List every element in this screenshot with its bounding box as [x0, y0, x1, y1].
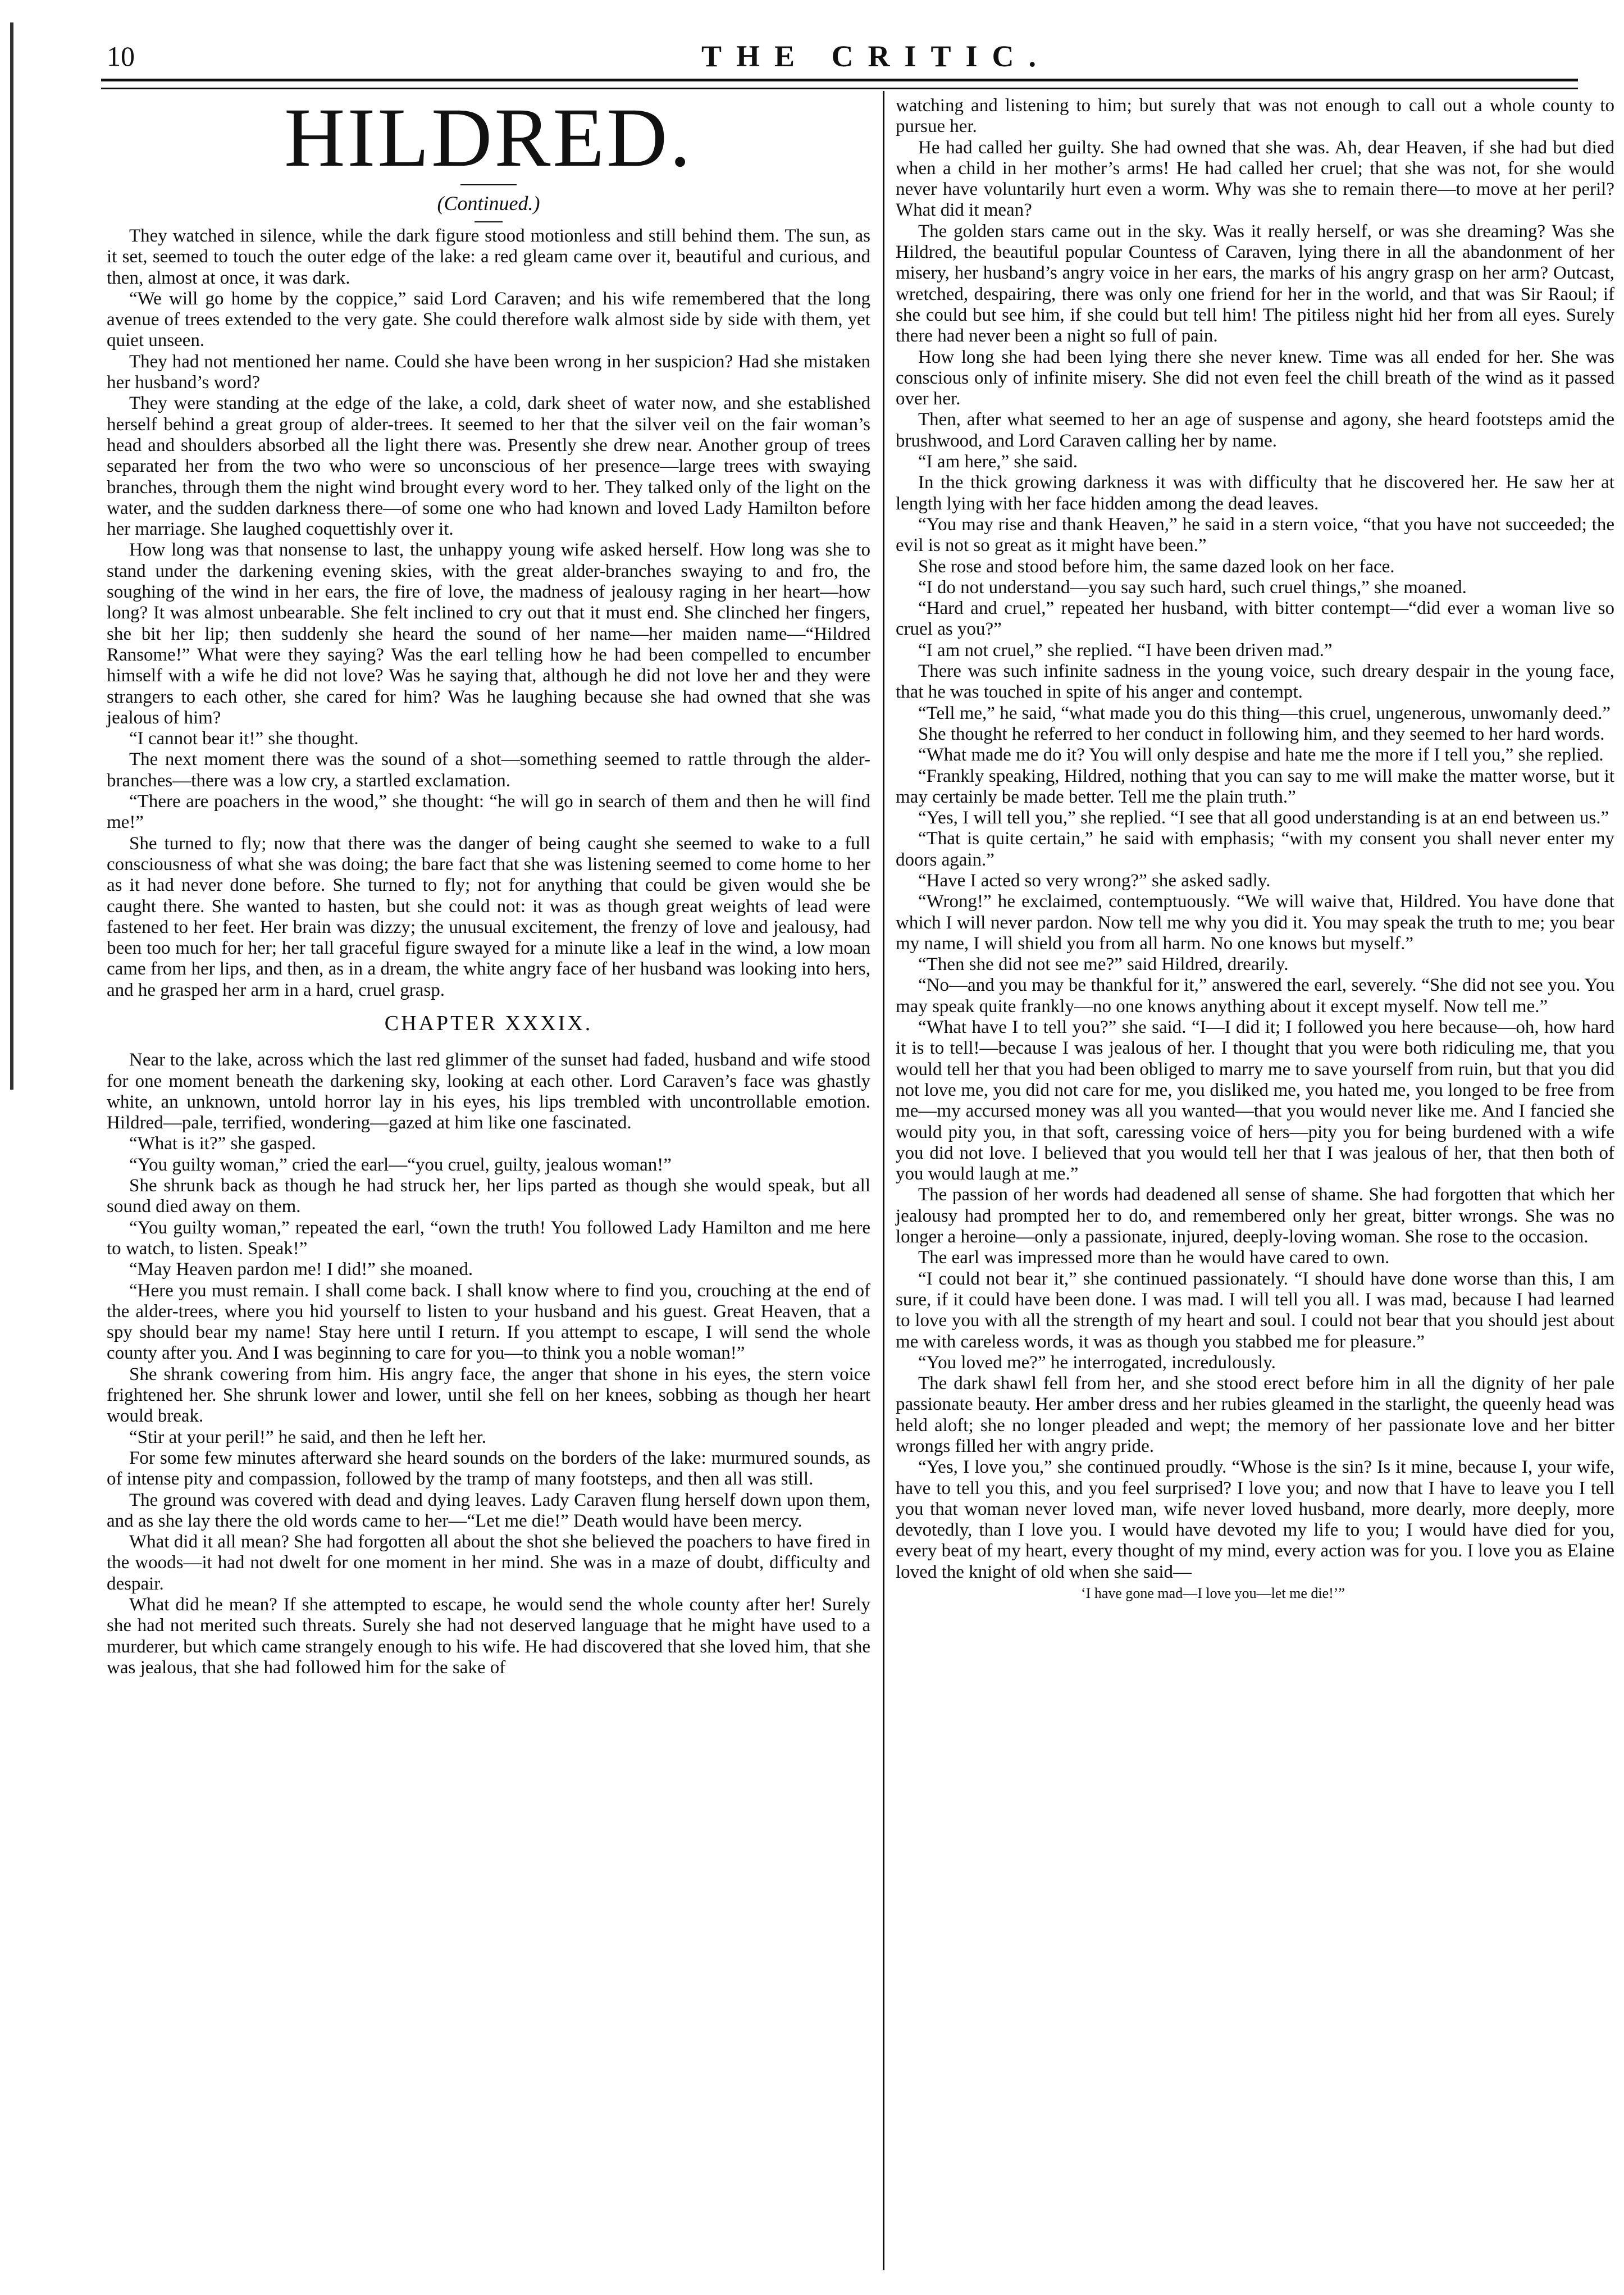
paragraph: “Here you must remain. I shall come back. I shall know where to find you, crouching at the end of the alder-trees, where you hid yourself to listen to your husband and his guest. Great Heaven, that a spy should bear my name! Stay here until I return. If you attempt to escape, I will send the whole county after you. And I was beginning to care for you—to think you a noble woman!” — [107, 1280, 870, 1364]
paragraph: The next moment there was the sound of a shot—something seemed to rattle through the alder-branches—there was a low cry, a startled exclamation. — [107, 749, 870, 791]
paragraph: “Wrong!” he exclaimed, contemptuously. “We will waive that, Hildred. You have done that which I will never pardon. Now tell me why you did it. You may speak the truth to me; you bear my name, I will shield you from all harm. No one knows but myself.” — [896, 891, 1614, 954]
chapter-heading: CHAPTER XXXIX. — [384, 1011, 593, 1035]
subtitle-rule — [475, 221, 503, 222]
paragraph: “I am here,” she said. — [918, 452, 1078, 472]
left-text-a — [107, 226, 870, 1001]
page-number: 10 — [107, 40, 135, 72]
running-title: THE CRITIC. — [701, 39, 1051, 73]
paragraph: “There are poachers in the wood,” she thought: “he will go in search of them and then he will find me!” — [107, 791, 870, 833]
paragraph: The ground was covered with dead and dying leaves. Lady Caraven flung herself down upon them, and as she lay there the old words came to her—“Let me die!” Death would have been mercy. — [107, 1490, 870, 1531]
paragraph: They were standing at the edge of the lake, a cold, dark sheet of water now, and she established herself behind a great group of alder-trees. It seemed to her that the silver veil on the fair woman’s head and shoulders absorbed all the light there was. Presently she drew near. Another group of trees separated her from the two who were so unconscious of her presence—large trees with swaying branches, through them the night wind brought every word to her. They talked only of the light on the water, and the sudden darkness there—of some one who had known and loved Lady Hamilton before her marriage. She laughed coquettishly over it. — [107, 393, 870, 540]
paragraph: “What have I to tell you?” she said. “I—I did it; I followed you here because—oh, how hard it is to tell!—because I was jealous of her. I thought that you were both ridiculing me, that you would tell her that you had been obliged to marry me to save yourself from ruin, but that you did not love me, you did not care for me, you disliked me, you hated me, you longed to be free from me—my accursed money was all you wanted—that you would never like me. And I fancied she would pity you, in that soft, caressing voice of hers—pity you for being burdened with a wife you did not love. I believed that you would tell her that I was jealous of her, that then both of you would laugh at me.” — [896, 1017, 1614, 1185]
story-title: HILDRED. — [284, 91, 693, 184]
paragraph: She thought he referred to her conduct in following him, and they seemed to her hard words. — [918, 723, 1605, 744]
continued-label: (Continued.) — [437, 192, 540, 215]
paragraph: What did he mean? If she attempted to escape, he would send the whole county after her! Surely she had not merited such threats. Surely she had not deserved language that he might have used to a murderer, but which came strangely enough to his wife. He had discovered that she loved him, that she was jealous, that she had followed him for the sake of — [107, 1595, 870, 1678]
paragraph: “We will go home by the coppice,” said Lord Caraven; and his wife remembered that the long avenue of trees extended to the very gate. She could therefore walk almost side by side with them, yet quiet unseen. — [107, 288, 870, 351]
page-header — [62, 39, 1578, 73]
paragraph: “I could not bear it,” she continued passionately. “I should have done worse than this, I am sure, if it could have been done. I was mad. I will tell you all. I was mad, because I had learned to love you with all the strength of my heart and soul. I could not bear that you should jest about me with careless words, it was as though you stabbed me for pleasure.” — [896, 1268, 1614, 1352]
paragraph: “You guilty woman,” repeated the earl, “own the truth! You followed Lady Hamilton and me here to watch, to listen. Speak!” — [107, 1217, 870, 1259]
paragraph: The dark shawl fell from her, and she stood erect before him in all the dignity of her pale passionate beauty. Her amber dress and her rubies gleamed in the starlight, the queenly head was held aloft; she no longer pleaded and wept; the memory of her passionate love and her bitter wrongs filled her with angry pride. — [896, 1373, 1614, 1456]
paragraph: “What made me do it? You will only despise and hate me the more if I tell you,” she replied. — [918, 745, 1604, 766]
paragraph: Then, after what seemed to her an age of suspense and agony, she heard footsteps amid the brushwood, and Lord Caraven calling her by name. — [896, 409, 1614, 451]
paragraph: “What is it?” she gasped. — [129, 1133, 316, 1154]
paragraph: There was such infinite sadness in the young voice, such dreary despair in the young face, that he was touched in spite of his anger and contempt. — [896, 661, 1614, 703]
paragraph: She turned to fly; now that there was the danger of being caught she seemed to wake to a full consciousness of what she was doing; the bare fact that she was listening seemed to come home to her as it had never done before. She turned to fly; not for anything that could be given would she be caught there. She wanted to hasten, but she could not: it was as though great weights of lead were fastened to her feet. Her brain was dizzy; the unusual excitement, the frenzy of love and jealousy, had been too much for her; her tall graceful figure swayed for a minute like a leaf in the wind, a low moan came from her lips, and then, as in a dream, the white angry face of her husband was looking into hers, and he grasped her arm in a hard, cruel grasp. — [107, 833, 870, 1000]
paragraph: The golden stars came out in the sky. Was it really herself, or was she dreaming? Was she Hildred, the beautiful popular Countess of Caraven, lying there in all the abandonment of her misery, her husband’s angry voice in her ears, the marks of his angry grasp on her arm? Outcast, wretched, despairing, there was only one friend for her in the world, and that was Sir Raoul; if she could but see him, if she could but tell him! The pitiless night hid her from all eyes. Surely there had never been a night so full of pain. — [896, 221, 1614, 347]
title-rule — [460, 184, 517, 185]
paragraph: For some few minutes afterward she heard sounds on the borders of the lake: murmured sounds, as of intense pity and compassion, followed by the tramp of many footsteps, and then all was still. — [107, 1447, 870, 1490]
left-text-b — [107, 1050, 870, 1678]
paragraph: She rose and stood before him, the same dazed look on her face. — [918, 556, 1395, 577]
paragraph: “Hard and cruel,” repeated her husband, with bitter contempt—“did ever a woman live so cruel as you?” — [896, 598, 1614, 640]
column-divider — [883, 91, 884, 2270]
closing-quote: ‘I have gone mad—I love you—let me die!’” — [1081, 1585, 1345, 1602]
paragraph: “Yes, I will tell you,” she replied. “I see that all good understanding is at an end between us.” — [918, 808, 1609, 828]
paragraph: “I cannot bear it!” she thought. — [129, 728, 359, 749]
paragraph: How long was that nonsense to last, the unhappy young wife asked herself. How long was she to stand under the darkening evening skies, with the great alder-branches swaying to and fro, the soughing of the wind in her ears, the fire of love, the madness of jealousy raging in her heart—how long? It was almost unbearable. She felt inclined to cry out that it must end. She clinched her fingers, she bit her lip; then suddenly she heard the sound of her name—her maiden name—“Hildred Ransome!” What were they saying? Was the earl telling how he had been compelled to encumber himself with a wife he did not love? Was he saying that, although he did not love her and they were strangers to each other, she cared for him? Was he laughing because she had owned that she was jealous of him? — [107, 540, 870, 728]
paragraph: “That is quite certain,” he said with emphasis; “with my consent you shall never enter my doors again.” — [896, 828, 1614, 870]
paragraph: “You guilty woman,” cried the earl—“you cruel, guilty, jealous woman!” — [129, 1154, 672, 1175]
paragraph: She shrank cowering from him. His angry face, the anger that shone in his eyes, the stern voice frightened her. She shrunk lower and lower, until she fell on her knees, sobbing as though her heart would break. — [107, 1364, 870, 1427]
paragraph: What did it all mean? She had forgotten all about the shot she believed the poachers to have fired in the woods—it had not dwelt for one moment in her mind. She was in a maze of doubt, difficulty and despair. — [107, 1532, 870, 1594]
paragraph: The passion of her words had deadened all sense of shame. She had forgotten that which her jealousy had prompted her to do, and remembered only her great, bitter wrongs. She was no longer a heroine—only a passionate, injured, deeply-loving woman. She rose to the occasion. — [896, 1185, 1614, 1247]
paragraph: “Stir at your peril!” he said, and then he left her. — [129, 1427, 486, 1447]
paragraph: Near to the lake, across which the last red glimmer of the sunset had faded, husband and wife stood for one moment beneath the darkening sky, looking at each other. Lord Caraven’s face was ghastly white, an unknown, untold horror lay in his eyes, his lips trembled with uncontrollable emotion. Hildred—pale, terrified, wondering—gazed at him like one fascinated. — [107, 1050, 870, 1133]
right-column — [896, 95, 1614, 1604]
paragraph: “No—and you may be thankful for it,” answered the earl, severely. “She did not see you. You may speak quite frankly—no one knows anything about it except myself. Now tell me.” — [896, 975, 1614, 1017]
paragraph: “I am not cruel,” she replied. “I have been driven mad.” — [918, 640, 1333, 661]
paragraph: “Tell me,” he said, “what made you do this thing—this cruel, ungenerous, unwomanly deed.” — [918, 703, 1611, 723]
paragraph: “May Heaven pardon me! I did!” she moaned. — [129, 1259, 473, 1280]
header-rule-thin — [101, 88, 1578, 89]
paragraph: “Frankly speaking, Hildred, nothing that you can say to me will make the matter worse, but it may certainly be made better. Tell me the plain truth.” — [896, 766, 1614, 807]
header-rule-thick — [101, 79, 1578, 81]
paragraph: watching and listening to him; but surely that was not enough to call out a whole county to pursue her. — [896, 95, 1614, 137]
paragraph: He had called her guilty. She had owned that she was. Ah, dear Heaven, if she had but died when a child in her mother’s arms! He had called her cruel; that she was not, for she would never have voluntarily hurt even a worm. Why was she to remain there—to move at her peril? What did it mean? — [896, 137, 1614, 221]
page-edge-mark — [10, 22, 13, 1090]
paragraph: “Yes, I love you,” she continued proudly. “Whose is the sin? Is it mine, because I, your wife, have to tell you this, and you feel surprised? I love you; and now that I have to leave you I tell you that woman never loved man, wife never loved husband, more dearly, more deeply, more devotedly, than I love you. I would have devoted my life to you; I would have died for you, every beat of my heart, every thought of my mind, every action was for you. I love you as Elaine loved the knight of old when she said— — [896, 1457, 1614, 1582]
paragraph: They watched in silence, while the dark figure stood motionless and still behind them. The sun, as it set, seemed to touch the outer edge of the lake: a red gleam came over it, beautiful and curious, and then, almost at once, it was dark. — [107, 226, 870, 288]
paragraph: They had not mentioned her name. Could she have been wrong in her suspicion? Had she mistaken her husband’s word? — [107, 351, 870, 393]
paragraph: She shrunk back as though he had struck her, her lips parted as though she would speak, but all sound died away on them. — [107, 1176, 870, 1217]
paragraph: How long she had been lying there she never knew. Time was all ended for her. She was conscious only of infinite misery. She did not even feel the chill breath of the wind as it passed over her. — [896, 347, 1614, 409]
paragraph: In the thick growing darkness it was with difficulty that he discovered her. He saw her at length lying with her face hidden among the dead leaves. — [896, 472, 1614, 514]
left-column — [107, 91, 870, 1678]
paragraph: The earl was impressed more than he would have cared to own. — [918, 1247, 1390, 1268]
paragraph: “You loved me?” he interrogated, incredulously. — [918, 1352, 1276, 1373]
paragraph: “Have I acted so very wrong?” she asked sadly. — [918, 870, 1271, 891]
paragraph: “You may rise and thank Heaven,” he said in a stern voice, “that you have not succeeded; the evil is not so great as it might have been.” — [896, 514, 1614, 556]
paragraph: “Then she did not see me?” said Hildred, drearily. — [918, 954, 1289, 975]
paragraph: “I do not understand—you say such hard, such cruel things,” she moaned. — [918, 577, 1467, 598]
